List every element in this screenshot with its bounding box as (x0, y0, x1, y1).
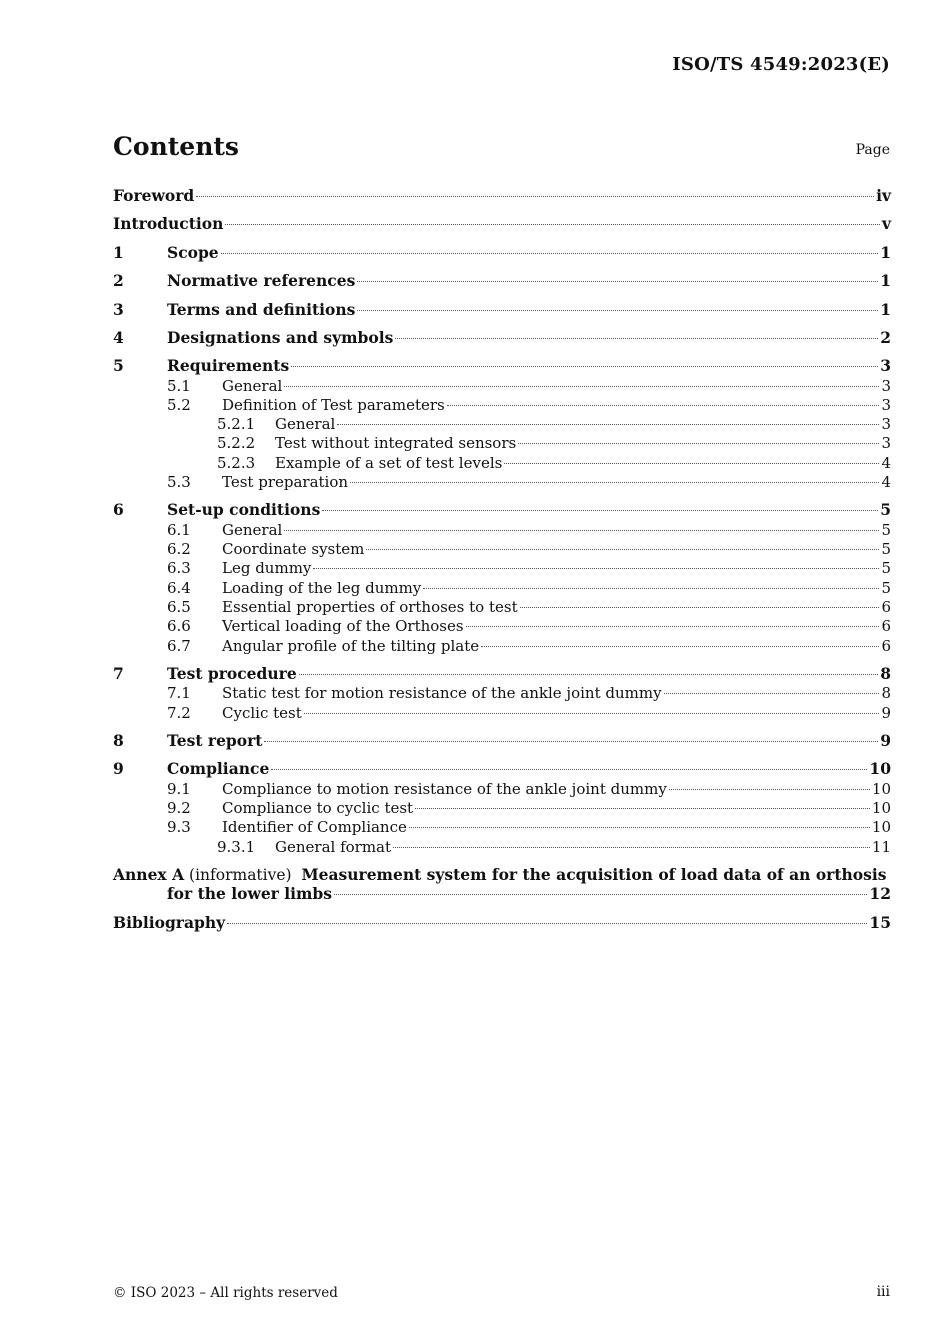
toc-entry-number: 5.2.1 (217, 415, 256, 433)
toc-entry-number: 7.2 (167, 704, 191, 722)
toc-entry[interactable] (113, 414, 891, 434)
toc-entry-title: Vertical loading of the Orthoses (222, 617, 464, 635)
toc-entry-number: 6.7 (167, 637, 191, 655)
toc-entry-page: 2 (880, 328, 891, 347)
toc-entry-page: 9 (881, 704, 891, 722)
toc-entry[interactable] (113, 395, 891, 415)
toc-entry[interactable] (113, 271, 891, 291)
dot-leader (284, 386, 879, 387)
dot-leader (423, 588, 879, 589)
annex-title-line1: Measurement system for the acquisition of load data of an orthosis (301, 865, 887, 884)
toc-entry[interactable] (113, 837, 891, 857)
toc-entry-page: 4 (881, 473, 891, 491)
toc-entry-title: Identifier of Compliance (222, 818, 407, 836)
toc-annex-entry-continued[interactable] (113, 884, 891, 904)
page-column-label: Page (855, 142, 890, 158)
toc-entry[interactable] (113, 243, 891, 263)
toc-entry-page: 10 (871, 780, 891, 798)
annex-page: 12 (869, 884, 891, 903)
toc-entry-page: 4 (881, 454, 891, 472)
bibliography-page: 15 (869, 913, 891, 932)
toc-entry[interactable] (113, 578, 891, 598)
dot-leader (284, 530, 879, 531)
toc-entry-number: 6.5 (167, 598, 191, 616)
toc-entry-title: Compliance to cyclic test (222, 799, 414, 817)
dot-leader (415, 808, 870, 809)
toc-entry[interactable] (113, 539, 891, 559)
dot-leader (357, 281, 878, 282)
toc-entry-page: 3 (881, 377, 891, 395)
toc-entry-title: Compliance to motion resistance of the ankle joint dummy (222, 780, 667, 798)
toc-entry-title: Test procedure (167, 664, 297, 683)
toc-entry-number: 6.2 (167, 540, 191, 558)
toc-entry[interactable] (113, 664, 891, 684)
toc-entry-number: 7.1 (167, 684, 191, 702)
dot-leader (291, 366, 878, 367)
dot-leader (393, 847, 870, 848)
document-code: ISO/TS 4549:2023(E) (672, 54, 890, 75)
toc-entry-title: Set-up conditions (167, 500, 321, 519)
toc-entry-page: v (881, 214, 891, 233)
dot-leader (304, 713, 880, 714)
toc-entry[interactable] (113, 636, 891, 656)
toc-entry-number: 4 (113, 328, 124, 347)
toc-entry-page: 1 (880, 271, 891, 290)
dot-leader (518, 443, 879, 444)
toc-entry-page: 6 (881, 598, 891, 616)
dot-leader (504, 463, 879, 464)
toc-bibliography-entry[interactable] (113, 913, 891, 933)
toc-entry-title: Test without integrated sensors (275, 434, 517, 452)
toc-entry-page: 3 (881, 415, 891, 433)
toc-entry-number: 5.2.2 (217, 434, 256, 452)
toc-entry-title: Designations and symbols (167, 328, 394, 347)
toc-entry-number: 8 (113, 731, 124, 750)
annex-title-line2: for the lower limbs (167, 884, 332, 903)
annex-type: (informative) (189, 866, 292, 884)
dot-leader (337, 424, 879, 425)
toc-entry-title: Loading of the leg dummy (222, 579, 422, 597)
toc-entry-page: 5 (881, 559, 891, 577)
toc-entry[interactable] (113, 616, 891, 636)
toc-entry-page: 5 (881, 521, 891, 539)
toc-entry[interactable] (113, 731, 891, 751)
toc-entry-title: General (222, 521, 283, 539)
toc-entry-number: 5.3 (167, 473, 191, 491)
dot-leader (334, 894, 867, 895)
toc-entry[interactable] (113, 376, 891, 396)
dot-leader (481, 646, 879, 647)
toc-entry-number: 2 (113, 271, 124, 290)
toc-entry[interactable] (113, 328, 891, 348)
bibliography-title: Bibliography (113, 913, 226, 932)
toc-entry-page: 5 (881, 579, 891, 597)
toc-entry-number: 6.3 (167, 559, 191, 577)
toc-entry[interactable] (113, 472, 891, 492)
toc-entry-title: Introduction (113, 214, 224, 233)
toc-entry-number: 9.3 (167, 818, 191, 836)
dot-leader (271, 769, 867, 770)
toc-entry-number: 1 (113, 243, 124, 262)
dot-leader (221, 253, 879, 254)
toc-entry-title: General (222, 377, 283, 395)
dot-leader (313, 568, 879, 569)
toc-entry-number: 9 (113, 759, 124, 778)
toc-entry-title: Test report (167, 731, 263, 750)
toc-entry-number: 5.2 (167, 396, 191, 414)
toc-entry-number: 6.6 (167, 617, 191, 635)
toc-entry[interactable] (113, 356, 891, 376)
toc-entry-number: 5.2.3 (217, 454, 256, 472)
toc-entry[interactable] (113, 597, 891, 617)
toc-entry-page: 8 (880, 664, 891, 683)
toc-entry-title: Static test for motion resistance of the ankle joint dummy (222, 684, 662, 702)
toc-entry-title: Definition of Test parameters (222, 396, 445, 414)
toc-entry-title: Foreword (113, 186, 195, 205)
toc-entry-page: 6 (881, 617, 891, 635)
toc-entry[interactable] (113, 500, 891, 520)
toc-entry-title: Test preparation (222, 473, 349, 491)
toc-entry[interactable] (113, 558, 891, 578)
toc-entry-page: 5 (880, 500, 891, 519)
toc-entry-number: 9.3.1 (217, 838, 256, 856)
toc-annex-entry[interactable] (113, 865, 891, 885)
toc-entry-title: Coordinate system (222, 540, 365, 558)
toc-entry[interactable] (113, 520, 891, 540)
toc-entry-title: Compliance (167, 759, 270, 778)
dot-leader (264, 741, 878, 742)
toc-entry-page: 10 (869, 759, 891, 778)
toc-entry-title: Requirements (167, 356, 290, 375)
page-number: iii (876, 1284, 890, 1300)
toc-entry-page: 8 (881, 684, 891, 702)
toc-entry-page: 5 (881, 540, 891, 558)
toc-entry-title: Cyclic test (222, 704, 302, 722)
dot-leader (225, 224, 880, 225)
toc-entry-title: Normative references (167, 271, 356, 290)
toc-entry-page: 3 (881, 396, 891, 414)
toc-entry[interactable] (113, 759, 891, 779)
dot-leader (466, 626, 880, 627)
toc-entry-page: 3 (880, 356, 891, 375)
dot-leader (395, 338, 878, 339)
toc-entry-number: 9.1 (167, 780, 191, 798)
toc-entry-page: iv (876, 186, 891, 205)
toc-entry[interactable] (113, 798, 891, 818)
toc-entry-page: 10 (871, 818, 891, 836)
toc-entry-number: 5 (113, 356, 124, 375)
dot-leader (227, 923, 867, 924)
toc-entry-number: 3 (113, 300, 124, 319)
toc-entry-title: Essential properties of orthoses to test (222, 598, 518, 616)
toc-entry-number: 6 (113, 500, 124, 519)
toc-entry-number: 7 (113, 664, 124, 683)
toc-entry-page: 1 (880, 243, 891, 262)
dot-leader (357, 310, 878, 311)
toc-entry[interactable] (113, 683, 891, 703)
dot-leader (520, 607, 880, 608)
dot-leader (447, 405, 880, 406)
toc-entry[interactable] (113, 779, 891, 799)
toc-entry-number: 6.1 (167, 521, 191, 539)
toc-entry-page: 11 (871, 838, 891, 856)
dot-leader (669, 789, 870, 790)
toc-entry[interactable] (113, 300, 891, 320)
dot-leader (409, 827, 870, 828)
toc-entry-page: 3 (881, 434, 891, 452)
toc-entry[interactable] (113, 186, 891, 206)
toc-entry-number: 6.4 (167, 579, 191, 597)
toc-entry-number: 9.2 (167, 799, 191, 817)
dot-leader (299, 674, 879, 675)
toc-entry[interactable] (113, 703, 891, 723)
toc-entry[interactable] (113, 214, 891, 234)
copyright-notice: © ISO 2023 – All rights reserved (113, 1285, 338, 1301)
dot-leader (664, 693, 880, 694)
toc-entry[interactable] (113, 433, 891, 453)
toc-entry-page: 9 (880, 731, 891, 750)
toc-entry[interactable] (113, 817, 891, 837)
toc-entry-number: 5.1 (167, 377, 191, 395)
toc-entry-page: 6 (881, 637, 891, 655)
annex-label: Annex A (113, 865, 185, 884)
toc-entry-title: Example of a set of test levels (275, 454, 503, 472)
toc-entry-title: General (275, 415, 336, 433)
dot-leader (366, 549, 879, 550)
dot-leader (322, 510, 878, 511)
toc-entry-title: Terms and definitions (167, 300, 356, 319)
toc-entry-title: Leg dummy (222, 559, 312, 577)
toc-entry-page: 1 (880, 300, 891, 319)
dot-leader (196, 196, 874, 197)
toc-entry-title: Scope (167, 243, 219, 262)
toc-entry-title: General format (275, 838, 392, 856)
toc-entry-page: 10 (871, 799, 891, 817)
contents-title: Contents (113, 132, 240, 161)
dot-leader (350, 482, 879, 483)
toc-entry-title: Angular profile of the tilting plate (222, 637, 480, 655)
toc-entry[interactable] (113, 453, 891, 473)
